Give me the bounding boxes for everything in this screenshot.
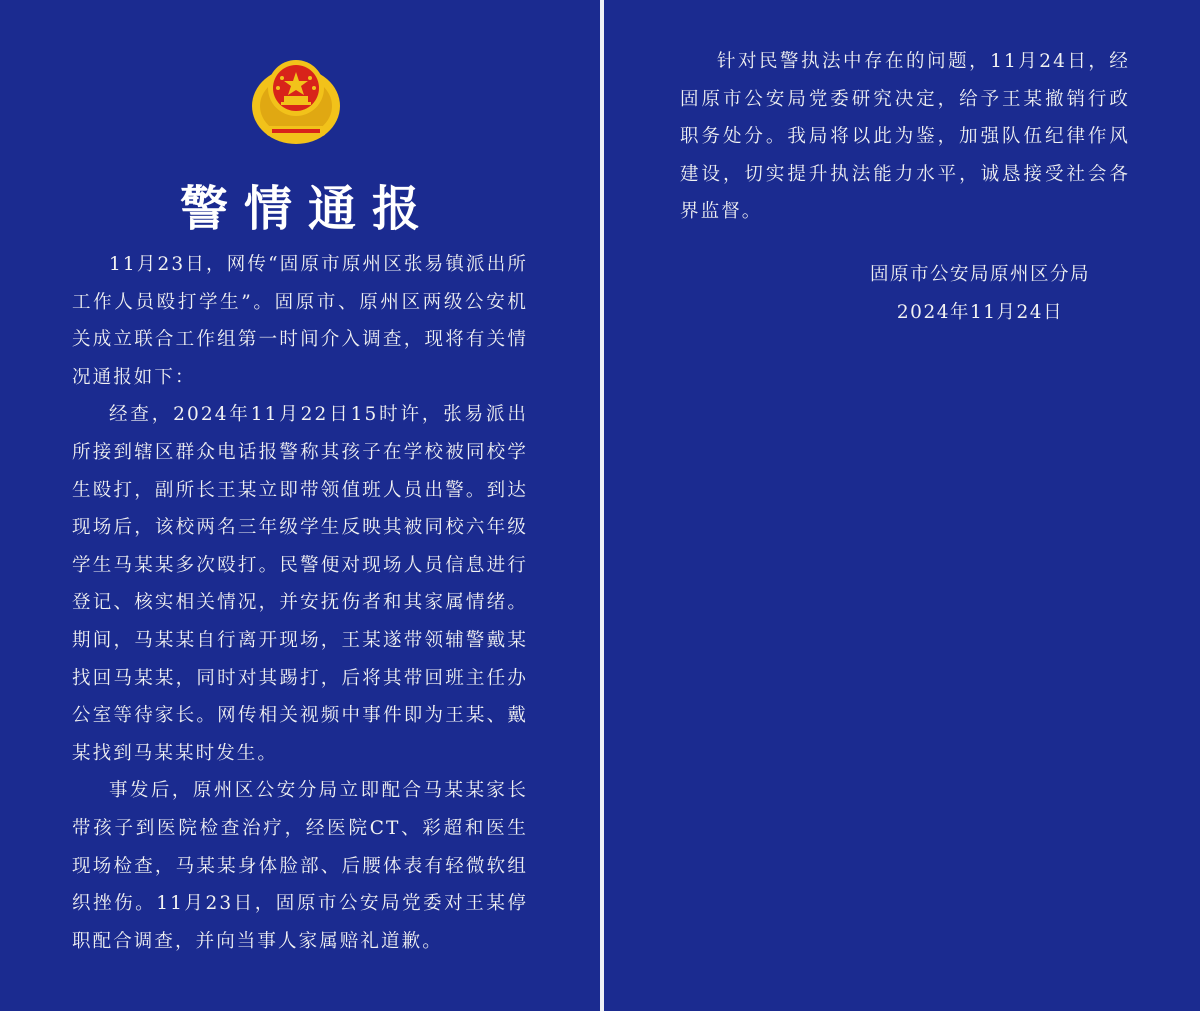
notice-body-left [72,246,528,960]
signature-date: 2024年11月24日 [896,301,1064,323]
notice-paragraph: 11月23日，网传“固原市原州区张易镇派出所工作人员殴打学生”。固原市、原州区两级公安机关成立联合工作组第一时间介入调查，现将有关情况通报如下： [72,254,528,388]
police-emblem-icon [248,48,344,148]
notice-paragraph: 针对民警执法中存在的问题，11月24日，经固原市公安局党委研究决定，给予王某撤销行政职务处分。我局将以此为鉴，加强队伍纪律作风建设，切实提升执法能力水平，诚恳接受社会各界监督。 [680,51,1130,223]
notice-paragraph: 经查，2024年11月22日15时许，张易派出所接到辖区群众电话报警称其孩子在学校被同校学生殴打，副所长王某立即带领值班人员出警。到达现场后，该校两名三年级学生反映其被同校六年级学生马某某多次殴打。民警便对现场人员信息进行登记、核实相关情况，并安抚伤者和其家属情绪。期间，马某某自行离开现场，王某遂带领辅警戴某找回马某某，同时对其踢打，后将其带回班主任办公室等待家长。网传相关视频中事件即为王某、戴某找到马某某时发生。 [72,404,528,764]
notice-body-right [680,43,1130,231]
signature-org: 固原市公安局原州区分局 [869,264,1090,285]
notice-paragraph: 事发后，原州区公安分局立即配合马某某家长带孩子到医院检查治疗，经医院CT、彩超和医生现场检查，马某某身体脸部、后腰体表有轻微软组织挫伤。11月23日，固原市公安局党委对王某停职配合调查，并向当事人家属赔礼道歉。 [72,780,528,952]
notice-title: 警情通报 [179,181,436,237]
signature-block [860,256,1100,331]
